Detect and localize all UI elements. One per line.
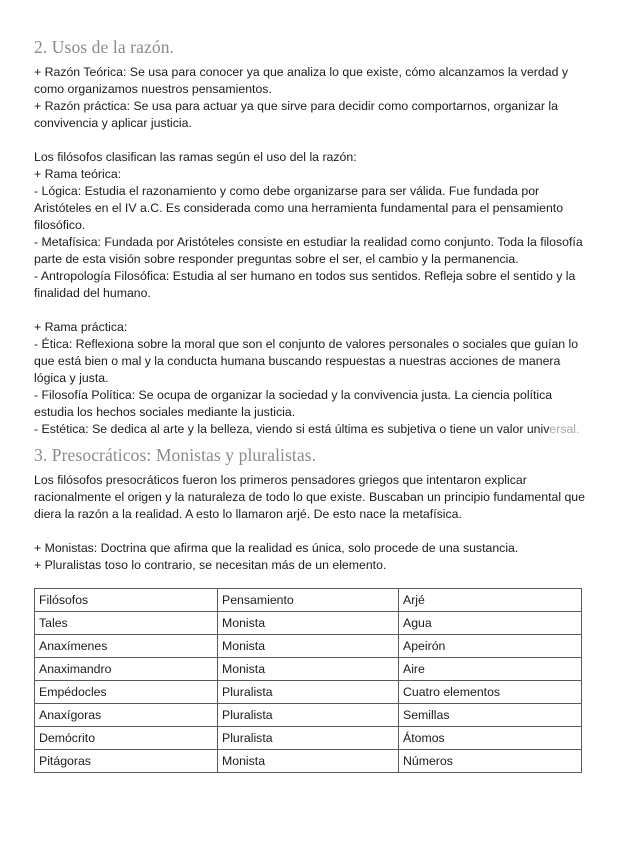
rama-practica-heading: + Rama práctica: <box>34 320 128 334</box>
presocraticos-paragraph: Los filósofos presocráticos fueron los primeros pensadores griegos que intentaron explicar racionalmente el origen y la naturaleza de todo lo que existe. Buscaban un principio fundamental que diera la razón a la realidad. A esto lo llamaron arjé. De esto nace la metafísica. <box>34 473 585 521</box>
cell-arje: Números <box>399 750 582 773</box>
table-row <box>35 750 582 773</box>
section-3-title: 3. Presocráticos: Monistas y pluralistas. <box>34 445 317 465</box>
cell-filosofo: Demócrito <box>35 727 218 750</box>
table-row <box>35 635 582 658</box>
cell-pensamiento: Monista <box>218 658 399 681</box>
table-row <box>35 612 582 635</box>
spacer <box>34 132 594 149</box>
cell-arje: Átomos <box>399 727 582 750</box>
ramas-intro: Los filósofos clasifican las ramas según el uso del la razón: <box>34 150 357 164</box>
rama-teorica-heading: + Rama teórica: <box>34 167 122 181</box>
filosofia-politica-text: - Filosofía Política: Se ocupa de organizar la sociedad y la convivencia justa. La ciencia política estudia los hechos sociales mediante la justicia. <box>34 388 553 419</box>
table-header-row <box>35 589 582 612</box>
cell-pensamiento: Monista <box>218 750 399 773</box>
cell-arje: Semillas <box>399 704 582 727</box>
header-filosofos: Filósofos <box>35 589 218 612</box>
cell-pensamiento: Pluralista <box>218 681 399 704</box>
cell-filosofo: Pitágoras <box>35 750 218 773</box>
cell-arje: Aire <box>399 658 582 681</box>
table-row <box>35 727 582 750</box>
cell-filosofo: Anaxígoras <box>35 704 218 727</box>
monistas-text: + Monistas: Doctrina que afirma que la realidad es única, solo procede de una sustancia. <box>34 541 519 555</box>
spacer <box>34 523 594 540</box>
header-pensamiento: Pensamiento <box>218 589 399 612</box>
cell-pensamiento: Monista <box>218 635 399 658</box>
cell-pensamiento: Pluralista <box>218 727 399 750</box>
cell-filosofo: Anaximandro <box>35 658 218 681</box>
document-page <box>34 36 594 773</box>
cell-filosofo: Tales <box>35 612 218 635</box>
cell-arje: Agua <box>399 612 582 635</box>
cell-arje: Apeirón <box>399 635 582 658</box>
estetica-faded-end: ersal. <box>549 422 580 436</box>
header-arje: Arjé <box>399 589 582 612</box>
pluralistas-text: + Pluralistas toso lo contrario, se necesitan más de un elemento. <box>34 558 387 572</box>
cell-pensamiento: Pluralista <box>218 704 399 727</box>
cell-filosofo: Anaxímenes <box>35 635 218 658</box>
antropologia-text: - Antropología Filosófica: Estudia al ser humano en todos sus sentidos. Refleja sobre el sentido y la finalidad del humano. <box>34 269 576 300</box>
section-2-title: 2. Usos de la razón. <box>34 37 175 57</box>
razon-teorica-text: + Razón Teórica: Se usa para conocer ya que analiza lo que existe, cómo alcanzamos la verdad y como organizamos nuestros pensamientos. <box>34 65 568 96</box>
logica-text: - Lógica: Estudia el razonamiento y como debe organizarse para ser válida. Fue fundada por Aristóteles en el IV a.C. Es considerada como una herramienta fundamental para el pensamiento filosófico. <box>34 184 564 232</box>
philosophers-table <box>34 588 582 773</box>
razon-practica-text: + Razón práctica: Se usa para actuar ya que sirve para decidir como comportarnos, organizar la convivencia y aplicar justicia. <box>34 99 558 130</box>
table-row <box>35 704 582 727</box>
spacer <box>34 302 594 319</box>
table-row <box>35 658 582 681</box>
cell-filosofo: Empédocles <box>35 681 218 704</box>
metafisica-text: - Metafísica: Fundada por Aristóteles consiste en estudiar la realidad como conjunto. Toda la filosofía parte de esta visión sobre responder preguntas sobre el ser, el cambio y la permanencia. <box>34 235 583 266</box>
cell-arje: Cuatro elementos <box>399 681 582 704</box>
estetica-main: - Estética: Se dedica al arte y la belleza, viendo si está última es subjetiva o tiene un valor univ <box>34 422 550 436</box>
table-row <box>35 681 582 704</box>
estetica-text <box>34 421 594 438</box>
etica-text: - Ética: Reflexiona sobre la moral que son el conjunto de valores personales o sociales que guían lo que está bien o mal y la conducta humana buscando respuestas a nuestras acciones de manera lógica y justa. <box>34 337 579 385</box>
cell-pensamiento: Monista <box>218 612 399 635</box>
